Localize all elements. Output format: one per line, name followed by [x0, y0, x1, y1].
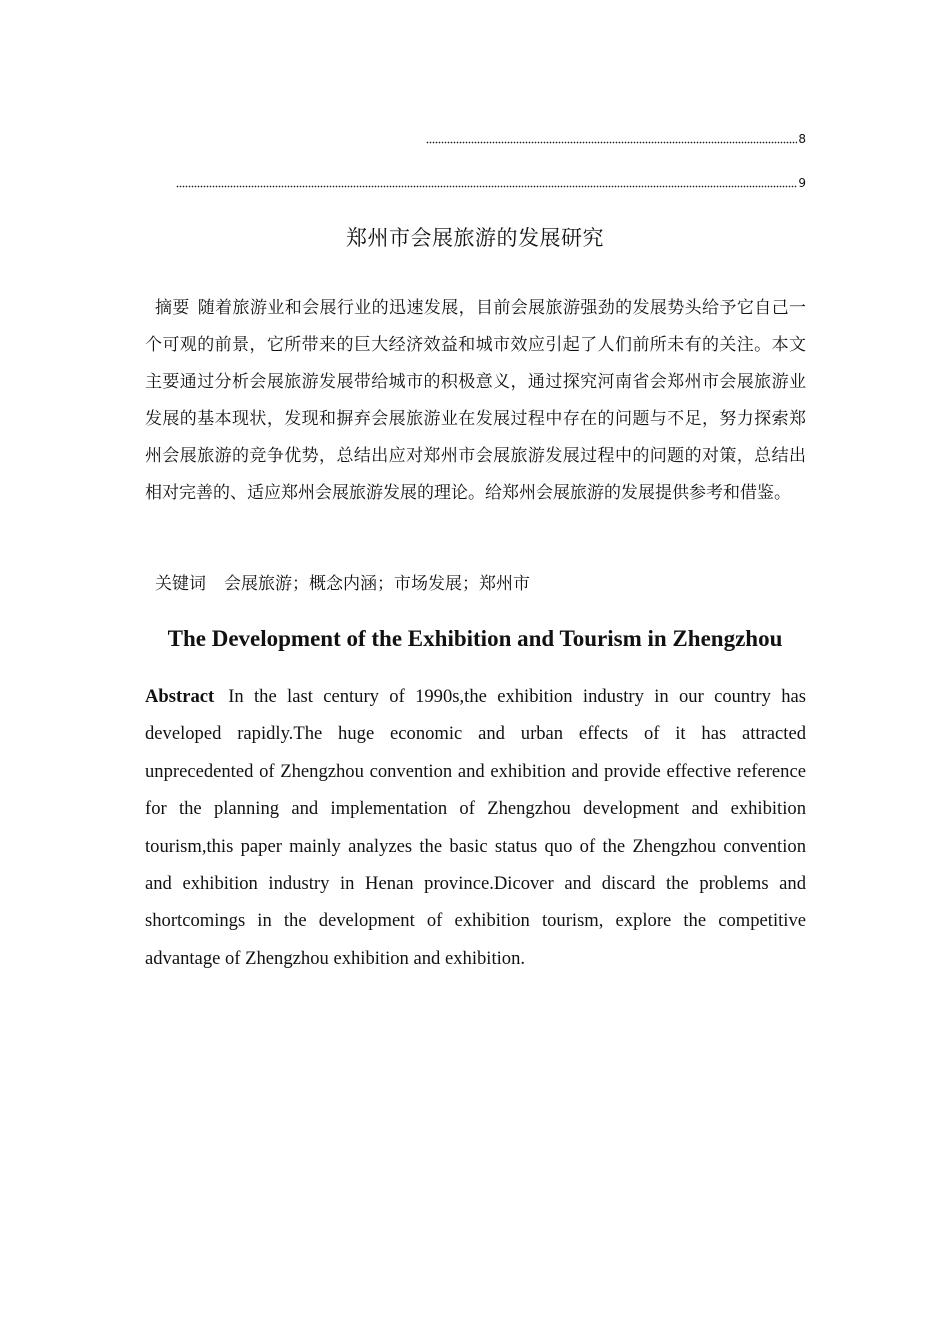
chinese-abstract — [145, 290, 806, 512]
english-title: The Development of the Exhibition and Tourism in Zhengzhou — [167, 626, 783, 651]
toc-page-number: 9 — [798, 176, 806, 190]
english-abstract-label: Abstract — [145, 686, 215, 707]
toc-entry — [426, 126, 806, 146]
chinese-keywords-label: 关键词 — [155, 574, 206, 594]
chinese-keywords — [145, 566, 806, 603]
english-abstract — [145, 678, 806, 977]
english-abstract-text: In the last century of 1990s,the exhibition industry in our country has developed rapidly.The huge economic and urban effects of it has attracted unprecedented of Zhengzhou convention and exhibition and provide effective reference for the planning and implementation of Zhengzhou development and exhibition tourism,this paper mainly analyzes the basic status quo of the Zhengzhou convention and exhibition industry in Henan province.Dicover and discard the problems and shortcomings in the development of exhibition tourism, explore the competitive advantage of Zhengzhou exhibition and exhibition. — [145, 686, 806, 969]
toc-page-number: 8 — [798, 132, 806, 146]
toc-leader-dots — [426, 141, 797, 144]
chinese-keywords-text: 会展旅游；概念内涵；市场发展；郑州市 — [224, 574, 530, 594]
chinese-title: 郑州市会展旅游的发展研究 — [346, 226, 604, 250]
toc-leader-dots — [176, 185, 797, 188]
chinese-abstract-text: 随着旅游业和会展行业的迅速发展，目前会展旅游强劲的发展势头给予它自己一个可观的前景，它所带来的巨大经济效益和城市效应引起了人们前所未有的关注。本文主要通过分析会展旅游发展带给城市的积极意义，通过探究河南省会郑州市会展旅游业发展的基本现状，发现和摒弃会展旅游业在发展过程中存在的问题与不足，努力探索郑州会展旅游的竞争优势，总结出应对郑州市会展旅游发展过程中的问题的对策，总结出相对完善的、适应郑州会展旅游发展的理论。给郑州会展旅游的发展提供参考和借鉴。 — [145, 298, 807, 503]
toc-entry — [176, 170, 806, 190]
chinese-abstract-label: 摘要 — [155, 298, 190, 318]
